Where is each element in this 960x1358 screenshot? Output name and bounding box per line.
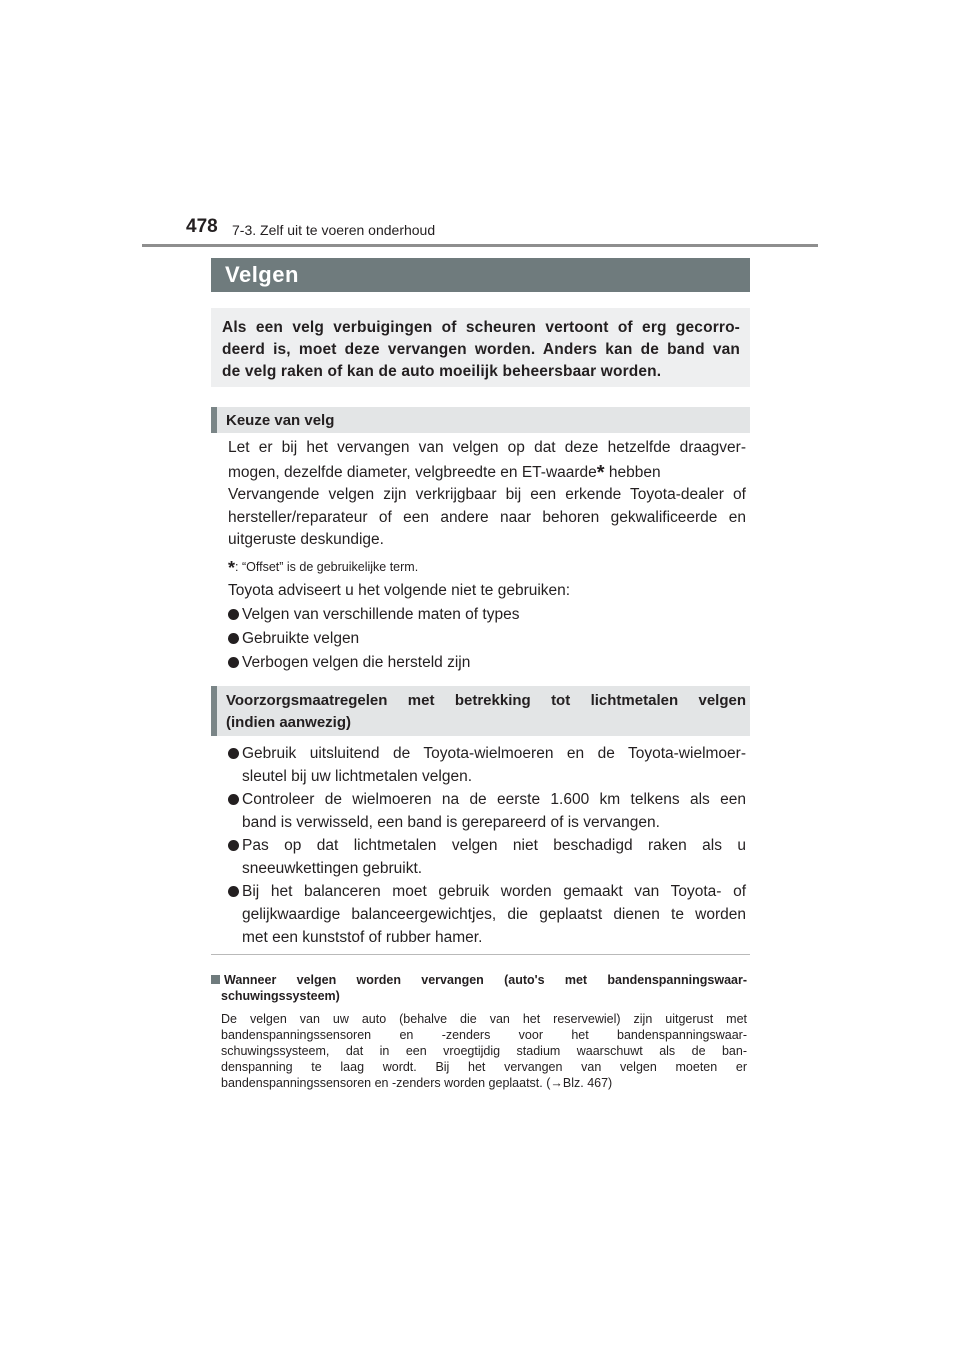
paragraph-line: Let er bij het vervangen van velgen op dat deze hetzelfde draagver- <box>228 439 746 456</box>
list-item <box>228 880 746 949</box>
paragraph-line: uitgeruste deskundige. <box>228 531 384 548</box>
note-heading-line <box>211 972 747 988</box>
subheading-voorzorg-line: (indien aanwezig) <box>226 714 352 731</box>
list-item-line: Pas op dat lichtmetalen velgen niet beschadigd raken als u <box>242 837 746 854</box>
list-item <box>228 788 746 834</box>
intro-box <box>211 308 750 387</box>
bullet-icon <box>228 794 239 805</box>
footnote-star: * <box>228 558 236 578</box>
list-item-line: Controleer de wielmoeren na de eerste 1.600 km telkens als een <box>242 791 746 808</box>
subheading-keuze-text: Keuze van velg <box>226 412 335 429</box>
paragraph-line: hersteller/reparateur of een andere naar behoren gekwalificeerde en <box>228 508 746 526</box>
paragraph-keuze <box>228 437 746 552</box>
list-item <box>228 627 746 650</box>
paragraph-line-part: mogen, dezelfde diameter, velgbreedte en ET-waarde <box>228 463 597 481</box>
square-icon <box>211 975 220 984</box>
header-rule <box>142 244 818 247</box>
footnote-text: : “Offset” is de gebruikelijke term. <box>235 560 419 574</box>
note-heading <box>211 972 747 1004</box>
list-item-line: Bij het balanceren moet gebruik worden gemaakt van Toyota- of <box>242 883 746 900</box>
list-item <box>228 603 746 626</box>
lead-text: Toyota adviseert u het volgende niet te gebruiken: <box>228 582 571 599</box>
arrow-icon: → <box>550 1076 563 1090</box>
note-line-part: bandenspanningssensoren en -zenders worden geplaatst. ( <box>221 1076 551 1090</box>
note-heading-text: Wanneer velgen worden vervangen (auto's met bandenspanningswaar- <box>224 973 747 987</box>
note-line: De velgen van uw auto (behalve die van het reservewiel) zijn uitgerust met <box>221 1012 747 1026</box>
page-reference-link[interactable]: Blz. 467) <box>562 1076 613 1090</box>
bullet-icon <box>228 609 239 620</box>
title-bar <box>211 258 750 292</box>
list-item-text: Velgen van verschillende maten of types <box>242 606 520 623</box>
bullet-icon <box>228 657 239 668</box>
footnote <box>228 555 418 576</box>
list-item-line: gelijkwaardige balanceergewichtjes, die geplaatst dienen te worden <box>242 906 746 923</box>
list-item-line: sneeuwkettingen gebruikt. <box>242 860 423 877</box>
note-line: denspanning te laag wordt. Bij het vervangen van velgen moeten er <box>221 1060 747 1074</box>
list-item-text: Verbogen velgen die hersteld zijn <box>242 654 471 671</box>
list-item-text: Gebruikte velgen <box>242 630 360 647</box>
note-body <box>221 1011 747 1091</box>
paragraph-line <box>228 460 746 485</box>
section-label: 7-3. Zelf uit te voeren onderhoud <box>232 222 436 238</box>
subheading-voorzorg-line: Voorzorgsmaatregelen met betrekking tot lichtmetalen velgen <box>226 692 746 709</box>
list-item-line: band is verwisseld, een band is gerepareerd of is vervangen. <box>242 814 660 831</box>
list-item-line: met een kunststof of rubber hamer. <box>242 929 483 946</box>
intro-line: Als een velg verbuigingen of scheuren vertoont of erg gecorro- <box>222 319 740 336</box>
paragraph-line: Vervangende velgen zijn verkrijgbaar bij een erkende Toyota-dealer of <box>228 486 746 503</box>
intro-line: de velg raken of kan de auto moeilijk beheersbaar worden. <box>222 363 662 380</box>
list-item <box>228 651 746 674</box>
subheading-keuze <box>211 407 750 433</box>
footnote-marker: * <box>596 461 605 484</box>
list-item <box>228 742 746 788</box>
list-item-line: sleutel bij uw lichtmetalen velgen. <box>242 768 473 785</box>
list-item-line: Gebruik uitsluitend de Toyota-wielmoeren en de Toyota-wielmoer- <box>242 745 746 762</box>
bullet-icon <box>228 840 239 851</box>
page-title: Velgen <box>225 262 299 287</box>
note-heading-line: schuwingssysteem) <box>221 989 340 1003</box>
list-item <box>228 834 746 880</box>
bullet-icon <box>228 633 239 644</box>
note-line: bandenspanningssensoren en -zenders voor het bandenspanningswaar- <box>221 1028 747 1042</box>
intro-text <box>222 317 740 383</box>
subheading-voorzorg <box>211 686 750 736</box>
divider <box>211 954 750 955</box>
note-line <box>221 1075 747 1091</box>
paragraph-line-part: hebben <box>604 463 661 481</box>
bullet-icon <box>228 748 239 759</box>
intro-line: deerd is, moet deze vervangen worden. Anders kan de band van <box>222 341 740 358</box>
bullet-icon <box>228 886 239 897</box>
page-number: 478 <box>186 216 218 237</box>
note-line: schuwingssysteem, dat in een vroegtijdig stadium waarschuwt als de ban- <box>221 1044 747 1058</box>
